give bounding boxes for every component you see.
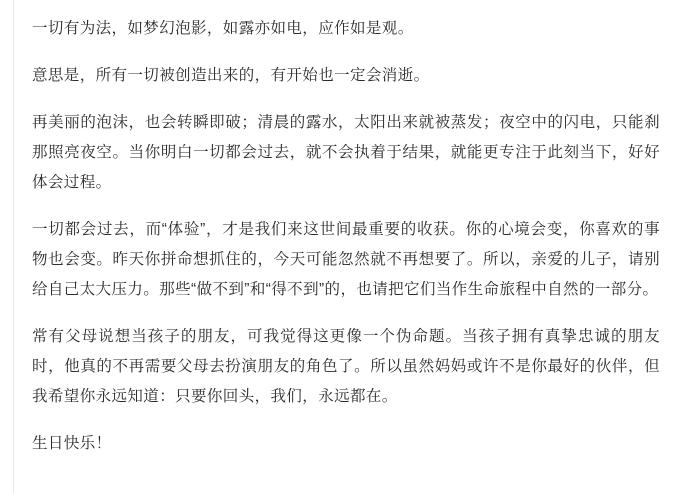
left-margin-rule <box>0 0 14 493</box>
paragraph: 意思是，所有一切被创造出来的，有开始也一定会消逝。 <box>32 67 430 84</box>
paragraph: 一切有为法，如梦幻泡影，如露亦如电，应作如是观。 <box>32 20 414 37</box>
paragraph: 生日快乐！ <box>32 435 112 452</box>
paragraph: 再美丽的泡沫，也会转瞬即破；清晨的露水，太阳出来就被蒸发；夜空中的闪电，只能刹那照亮夜空。当你明白一切都会过去，就不会执着于结果，就能更专注于此刻当下，好好体会过程。 <box>32 114 660 191</box>
document-body <box>32 14 660 459</box>
paragraph: 一切都会过去，而“体验”，才是我们来这世间最重要的收获。你的心境会变，你喜欢的事物也会变。昨天你拼命想抓住的，今天可能忽然就不再想要了。所以，亲爱的儿子，请别给自己太大压力。那些“做不到”和“得不到”的，也请把它们当作生命旅程中自然的一部分。 <box>32 221 660 298</box>
paragraph: 常有父母说想当孩子的朋友，可我觉得这更像一个伪命题。当孩子拥有真挚忠诚的朋友时，他真的不再需要父母去扮演朋友的角色了。所以虽然妈妈或许不是你最好的伙伴，但我希望你永远知道：只要你回头，我们，永远都在。 <box>32 328 660 405</box>
